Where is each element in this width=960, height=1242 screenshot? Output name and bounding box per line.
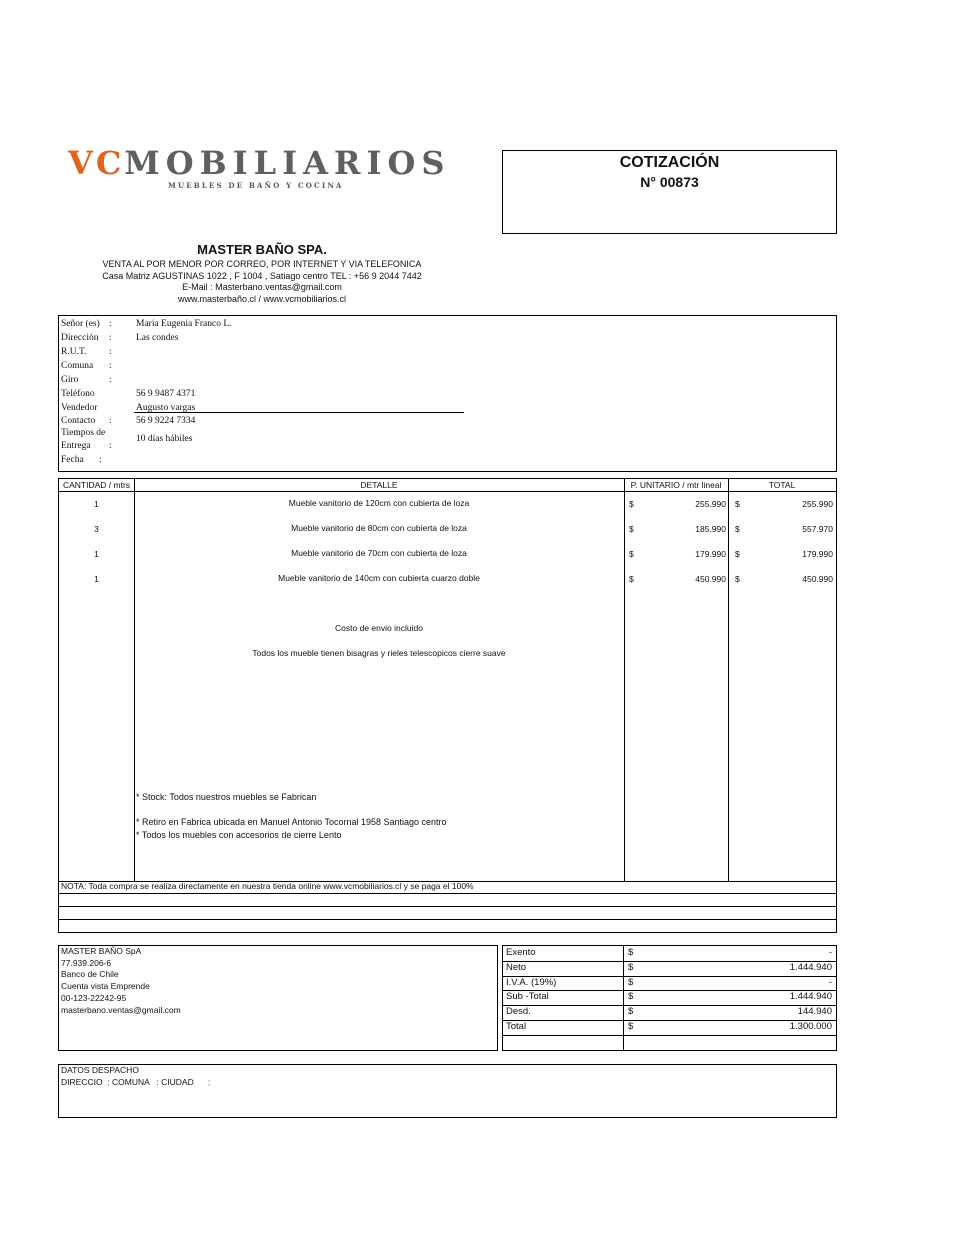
- shipping-title: DATOS DESPACHO: [61, 1065, 139, 1075]
- totals-row-subtotal: [503, 990, 836, 1005]
- currency-sign: $: [629, 549, 634, 559]
- bank-info-box: [58, 945, 498, 1051]
- header-quantity: CANTIDAD / mtrs: [62, 480, 131, 490]
- totals-row-exento: [503, 946, 836, 961]
- row-divider: [59, 919, 836, 920]
- item-detail: Mueble vanitorio de 80cm con cubierta de loza: [291, 523, 467, 533]
- header-detail: DETALLE: [360, 480, 398, 490]
- shipping-address-line: DIRECCIO : COMUNA : CIUDAD :: [61, 1076, 211, 1087]
- currency-sign: $: [628, 1021, 634, 1032]
- items-table: [58, 478, 837, 882]
- field-colon: :: [109, 347, 112, 357]
- field-label: Entrega: [61, 441, 91, 451]
- company-line: Casa Matriz AGUSTINAS 1022 , F 1004 , Satiago centro TEL : +56 9 2044 7442: [102, 270, 422, 281]
- logo-tagline: MUEBLES DE BAÑO Y COCINA: [168, 181, 344, 190]
- item-qty: 1: [94, 574, 99, 584]
- item-qty: 1: [94, 549, 99, 559]
- totals-row-discount: [503, 1005, 836, 1020]
- totals-label: Neto: [506, 961, 527, 973]
- totals-row-iva: [503, 976, 836, 991]
- accessories-note: * Todos los muebles con accesorios de cierre Lento: [136, 830, 342, 840]
- quote-title: COTIZACIÓN: [619, 154, 720, 171]
- totals-row-neto: [503, 961, 836, 976]
- item-detail: Mueble vanitorio de 140cm con cubierta cuarzo doble: [278, 573, 480, 583]
- currency-sign: $: [735, 574, 740, 584]
- header-total: TOTAL: [768, 480, 796, 490]
- field-label: Vendedor: [61, 403, 98, 413]
- item-unit-price: 255.990: [695, 499, 726, 509]
- currency-sign: $: [735, 499, 740, 509]
- bank-name: Banco de Chile: [61, 969, 119, 980]
- company-line: VENTA AL POR MENOR POR CORREO, POR INTERNET Y VIA TELEFONICA: [102, 259, 422, 269]
- quote-box: [502, 150, 837, 234]
- item-total: 255.990: [802, 499, 833, 509]
- grand-total: 1.300.000: [789, 1021, 832, 1032]
- stock-note: * Stock: Todos nuestros muebles se Fabrican: [136, 792, 317, 802]
- bank-account-type: Cuenta vista Emprende: [61, 981, 150, 992]
- item-unit-price: 185.990: [695, 524, 726, 534]
- delivery-time: 10 días hábiles: [136, 434, 193, 444]
- field-colon: :: [99, 455, 102, 465]
- item-total: 557.970: [802, 524, 833, 534]
- currency-sign: $: [628, 961, 634, 973]
- item-total: 179.990: [802, 549, 833, 559]
- hardware-note: Todos los mueble tienen bisagras y rieles telescopicos cierre suave: [252, 648, 506, 658]
- seller-underline: [134, 412, 464, 413]
- client-address: Las condes: [136, 333, 179, 343]
- field-colon: :: [109, 375, 112, 385]
- bank-account-number: 00-123-22242-95: [61, 992, 127, 1003]
- totals-label: Total: [506, 1021, 527, 1032]
- totals-label: I.V.A. (19%): [506, 976, 557, 988]
- shipping-data-box: [58, 1064, 837, 1118]
- field-label: Fecha: [61, 455, 84, 465]
- company-name: MASTER BAÑO SPA.: [197, 242, 327, 257]
- logo-vc: VC: [68, 144, 125, 182]
- client-name: María Eugenia Franco L.: [136, 319, 232, 329]
- row-divider: [59, 906, 836, 907]
- currency-sign: $: [735, 549, 740, 559]
- item-unit-price: 450.990: [695, 574, 726, 584]
- totals-label: Sub -Total: [506, 991, 549, 1003]
- field-label: Dirección: [61, 333, 99, 343]
- column-divider: [728, 479, 729, 881]
- bank-email: masterbano.ventas@gmail.com: [61, 1004, 181, 1015]
- field-label: Señor (es): [61, 319, 100, 329]
- currency-sign: $: [628, 991, 634, 1003]
- row-divider: [503, 1035, 836, 1036]
- item-detail: Mueble vanitorio de 120cm con cubierta de loza: [288, 498, 470, 508]
- client-phone: 56 9 9487 4371: [136, 389, 196, 399]
- item-detail: Mueble vanitorio de 70cm con cubierta de loza: [291, 548, 467, 558]
- totals-box: [502, 945, 837, 1051]
- company-email: E-Mail : Masterbano.ventas@gmail.com: [182, 282, 342, 292]
- field-label: Giro: [61, 375, 79, 385]
- field-colon: :: [109, 441, 112, 451]
- logo-mobiliarios: MOBILIARIOS: [124, 144, 451, 182]
- column-divider: [624, 479, 625, 881]
- field-label: Comuna: [61, 361, 94, 371]
- field-colon: :: [109, 333, 112, 343]
- currency-sign: $: [628, 976, 634, 988]
- client-info-box: [58, 315, 837, 472]
- header-divider: [59, 491, 836, 492]
- totals-value: 1.444.940: [789, 991, 832, 1003]
- shipping-note: Costo de envio incluido: [335, 623, 423, 633]
- company-logo: [68, 144, 451, 190]
- item-unit-price: 179.990: [695, 549, 726, 559]
- pickup-note: * Retiro en Fabrica ubicada en Manuel Antonio Tocornal 1958 Santiago centro: [136, 817, 447, 827]
- totals-value: -: [828, 947, 832, 958]
- bank-rut: 77.939.206-6: [61, 957, 112, 968]
- purchase-note: NOTA: Toda compra se realiza directamente en nuestra tienda online www.vcmobiliarios.cl y se paga el 100%: [61, 881, 474, 891]
- totals-value: 1.444.940: [789, 961, 832, 973]
- field-label: Tiempos de: [61, 428, 106, 438]
- field-colon: :: [109, 361, 112, 371]
- item-qty: 1: [94, 499, 99, 509]
- field-label: Contacto: [61, 416, 96, 426]
- note-box: [58, 880, 837, 933]
- company-websites: www.masterbaño.cl / www.vcmobiliarios.cl: [177, 293, 347, 304]
- seller-name: Augusto vargas: [136, 403, 196, 413]
- row-divider: [59, 893, 836, 894]
- totals-label: Desd.: [506, 1006, 531, 1018]
- item-qty: 3: [94, 524, 99, 534]
- field-label: Teléfono: [61, 389, 95, 399]
- currency-sign: $: [629, 574, 634, 584]
- totals-value: -: [828, 976, 832, 988]
- totals-value: 144.940: [797, 1006, 832, 1018]
- currency-sign: $: [629, 524, 634, 534]
- quote-number: N° 00873: [640, 174, 699, 190]
- totals-label: Exento: [506, 947, 536, 958]
- field-colon: :: [109, 416, 112, 426]
- column-divider: [134, 479, 135, 881]
- currency-sign: $: [628, 1006, 634, 1018]
- item-total: 450.990: [802, 574, 833, 584]
- header-unit-price: P. UNITARIO / mtr lineal: [630, 480, 722, 490]
- totals-row-total: [503, 1020, 836, 1035]
- currency-sign: $: [629, 499, 634, 509]
- bank-company: MASTER BAÑO SpA: [61, 946, 142, 956]
- company-info: [60, 242, 464, 305]
- contact-phone: 56 9 9224 7334: [136, 416, 196, 426]
- field-label: R.U.T.: [61, 347, 87, 357]
- field-colon: :: [109, 319, 112, 329]
- currency-sign: $: [735, 524, 740, 534]
- currency-sign: $: [628, 947, 634, 958]
